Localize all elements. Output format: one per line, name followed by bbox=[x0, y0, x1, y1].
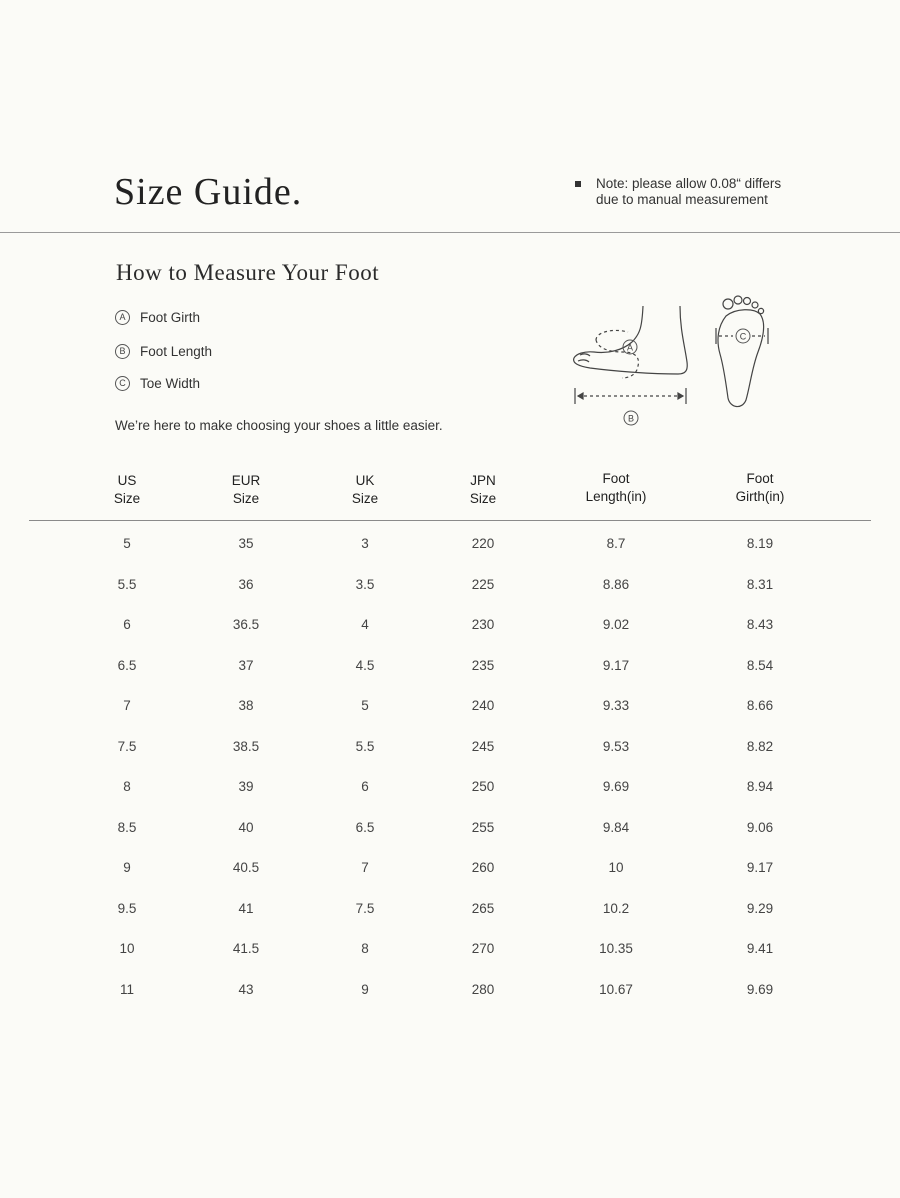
table-cell: 9.41 bbox=[746, 941, 774, 956]
length-arrow bbox=[575, 388, 686, 404]
table-cell: 10 bbox=[119, 941, 135, 956]
table-cell: 7.5 bbox=[117, 738, 137, 754]
table-cell: 7.5 bbox=[355, 900, 375, 916]
table-cell: 9.29 bbox=[746, 900, 774, 916]
table-cell: 9.33 bbox=[602, 698, 630, 713]
measure-label: Foot Length bbox=[140, 344, 213, 359]
table-cell: 8.66 bbox=[746, 698, 774, 713]
table-cell: 40.5 bbox=[232, 860, 260, 875]
measure-label: Foot Girth bbox=[140, 310, 201, 325]
table-cell: 7 bbox=[123, 698, 131, 713]
table-cell: 5.5 bbox=[117, 576, 137, 592]
table-cell: 7 bbox=[361, 860, 369, 875]
table-cell: 10.67 bbox=[599, 981, 633, 997]
table-row bbox=[0, 739, 900, 759]
table-cell: 9.69 bbox=[602, 779, 630, 794]
table-cell: 220 bbox=[471, 536, 495, 551]
header-jpn-size: JPN Size bbox=[469, 473, 497, 506]
table-cell: 9 bbox=[361, 981, 369, 997]
table-cell: 8.5 bbox=[117, 819, 137, 835]
table-cell: 4 bbox=[361, 617, 369, 632]
diagram-label-b: B bbox=[627, 413, 635, 424]
table-row bbox=[0, 779, 900, 799]
table-cell: 250 bbox=[471, 779, 495, 794]
table-cell: 9.06 bbox=[746, 819, 774, 835]
table-row bbox=[0, 617, 900, 637]
circled-c-icon bbox=[736, 329, 750, 343]
table-cell: 5 bbox=[361, 698, 369, 713]
note-line-2: due to manual measurement bbox=[596, 192, 768, 207]
header-uk-size: UK Size bbox=[351, 473, 379, 506]
header-divider bbox=[0, 232, 900, 233]
table-row bbox=[0, 941, 900, 961]
table-row bbox=[0, 820, 900, 840]
table-cell: 8 bbox=[123, 779, 131, 794]
table-cell: 41 bbox=[238, 900, 254, 916]
table-cell: 6.5 bbox=[355, 819, 375, 835]
foot-measurement-diagram bbox=[568, 292, 778, 432]
table-cell: 11 bbox=[119, 981, 134, 997]
table-cell: 240 bbox=[471, 698, 495, 713]
table-cell: 39 bbox=[238, 779, 254, 794]
size-table-header bbox=[0, 472, 900, 512]
table-cell: 4.5 bbox=[355, 657, 375, 673]
measure-item-toe-width bbox=[115, 376, 200, 391]
table-row bbox=[0, 577, 900, 597]
table-cell: 5.5 bbox=[355, 738, 375, 754]
intro-text: We’re here to make choosing your shoes a little easier. bbox=[115, 418, 443, 433]
table-cell: 280 bbox=[471, 981, 495, 997]
table-cell: 10.2 bbox=[602, 900, 630, 916]
table-cell: 9.5 bbox=[117, 900, 137, 916]
table-divider bbox=[29, 520, 871, 521]
page-title: Size Guide. bbox=[114, 171, 303, 213]
table-cell: 9.69 bbox=[746, 981, 774, 997]
table-cell: 8.94 bbox=[746, 779, 774, 794]
table-cell: 255 bbox=[471, 819, 495, 835]
measure-label: Toe Width bbox=[140, 376, 201, 391]
table-cell: 3 bbox=[361, 536, 369, 551]
diagram-label-a: A bbox=[626, 342, 634, 353]
table-cell: 10 bbox=[608, 860, 624, 875]
table-cell: 5 bbox=[123, 536, 131, 551]
measure-item-foot-girth bbox=[115, 310, 200, 325]
header-us-size: US Size bbox=[113, 473, 141, 506]
table-cell: 40 bbox=[238, 819, 254, 835]
note-line-1: Note: please allow 0.08“ differs bbox=[596, 176, 782, 191]
table-cell: 270 bbox=[471, 941, 495, 956]
table-cell: 265 bbox=[471, 900, 495, 916]
table-cell: 8.54 bbox=[746, 657, 774, 673]
table-cell: 6.5 bbox=[117, 657, 137, 673]
measure-item-foot-length bbox=[115, 344, 212, 359]
table-cell: 225 bbox=[471, 576, 495, 592]
table-cell: 9.84 bbox=[602, 819, 630, 835]
table-cell: 9.53 bbox=[602, 738, 630, 754]
table-row bbox=[0, 536, 900, 556]
table-cell: 36 bbox=[238, 576, 254, 592]
bullet-icon bbox=[575, 181, 581, 187]
table-cell: 43 bbox=[238, 981, 254, 997]
table-cell: 37 bbox=[238, 657, 254, 673]
table-cell: 38.5 bbox=[232, 738, 260, 754]
table-cell: 8 bbox=[361, 941, 369, 956]
table-cell: 8.7 bbox=[606, 536, 626, 551]
table-row bbox=[0, 860, 900, 880]
table-cell: 9.17 bbox=[602, 657, 630, 673]
table-cell: 8.43 bbox=[746, 617, 774, 632]
header-foot-girth: Foot Girth(in) bbox=[735, 471, 785, 504]
table-cell: 36.5 bbox=[232, 617, 260, 632]
table-cell: 260 bbox=[471, 860, 495, 875]
table-row bbox=[0, 982, 900, 1002]
table-cell: 8.82 bbox=[746, 738, 774, 754]
table-cell: 245 bbox=[471, 738, 495, 754]
header-foot-length: Foot Length(in) bbox=[585, 471, 647, 504]
table-cell: 8.19 bbox=[746, 536, 774, 551]
table-cell: 6 bbox=[123, 617, 131, 632]
header-eur-size: EUR Size bbox=[231, 473, 261, 506]
foot-sole-icon bbox=[716, 296, 768, 407]
table-cell: 9.02 bbox=[602, 617, 630, 632]
measurement-note bbox=[575, 176, 815, 208]
table-cell: 8.31 bbox=[746, 576, 774, 592]
table-cell: 10.35 bbox=[599, 941, 633, 956]
table-row bbox=[0, 658, 900, 678]
table-cell: 38 bbox=[238, 698, 254, 713]
table-cell: 6 bbox=[361, 779, 369, 794]
table-row bbox=[0, 901, 900, 921]
table-cell: 8.86 bbox=[602, 576, 630, 592]
section-title: How to Measure Your Foot bbox=[116, 260, 380, 285]
circled-a-icon: A bbox=[115, 310, 130, 325]
table-cell: 235 bbox=[471, 657, 495, 673]
table-cell: 9 bbox=[123, 860, 131, 875]
table-row bbox=[0, 698, 900, 718]
table-cell: 35 bbox=[238, 536, 254, 551]
table-cell: 41.5 bbox=[232, 941, 260, 956]
table-cell: 230 bbox=[471, 617, 495, 632]
circled-c-icon: C bbox=[115, 376, 130, 391]
table-cell: 3.5 bbox=[355, 576, 375, 592]
table-cell: 9.17 bbox=[746, 860, 774, 875]
diagram-label-c: C bbox=[739, 331, 747, 342]
circled-b-icon: B bbox=[115, 344, 130, 359]
circled-b-icon bbox=[624, 411, 638, 425]
